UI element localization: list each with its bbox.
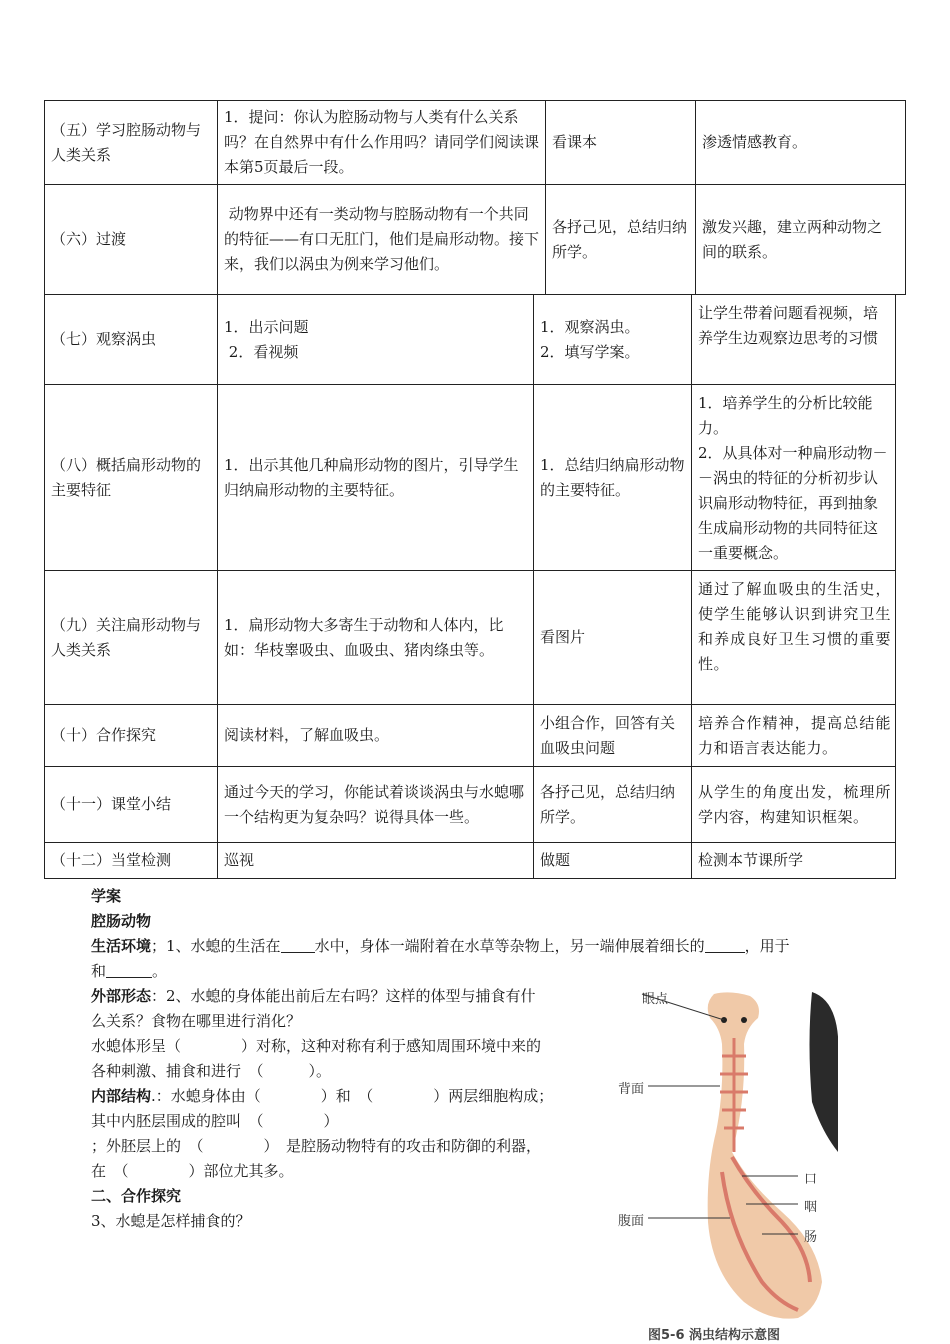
blank[interactable] [106, 961, 152, 978]
design-intent-cell [691, 385, 897, 570]
cell-text: 动物界中还有一类动物与腔肠动物有一个共同的特征——有口无肛门，他们是扁形动物。接下来，我们以涡虫为例来学习他们。 [224, 205, 540, 273]
label-mouth: 口 [804, 1172, 818, 1187]
table-row [44, 185, 906, 295]
inner-line-4: 在 （ ）部位尤其多。 [91, 1162, 294, 1180]
cell-text: 小组合作，回答有关血吸虫问题 [540, 713, 676, 757]
cell-text: （十）合作探究 [51, 726, 157, 744]
cell-text: 让学生带着问题看视频，培养学生边观察边思考的习惯 [698, 304, 879, 347]
cell-text: 1．观察涡虫。 2．填写学案。 [540, 317, 640, 361]
cell-text: （五）学习腔肠动物与人类关系 [51, 120, 202, 164]
blank[interactable] [705, 936, 745, 953]
shape-label: 外部形态 [91, 987, 152, 1005]
blank[interactable] [281, 936, 315, 953]
stage-cell [45, 101, 217, 184]
lesson-table [44, 100, 896, 879]
env-text: ；1、水螅的生活在 [151, 937, 281, 955]
student-activity-cell [533, 385, 691, 570]
label-dorsal: 背面 [618, 1082, 645, 1097]
planarian-illustration [612, 982, 838, 1322]
teacher-activity-cell [217, 571, 533, 704]
label-eye-spot: 眼点 [642, 992, 669, 1007]
design-intent-cell [695, 101, 897, 184]
teacher-activity-cell [217, 185, 545, 294]
env-text: ，用于 [744, 937, 790, 955]
teacher-activity-cell [217, 101, 545, 184]
cell-text: 看图片 [540, 628, 586, 646]
table-row [44, 100, 906, 185]
design-intent-cell [691, 843, 897, 878]
env-label: 生活环境 [91, 937, 152, 955]
teacher-activity-cell [217, 767, 533, 842]
cell-text: 渗透情感教育。 [702, 133, 808, 151]
env-text: 。 [152, 962, 168, 980]
plan-subtitle: 腔肠动物 [91, 912, 152, 930]
cell-text: 检测本节课所学 [698, 851, 804, 869]
table-row [44, 385, 896, 571]
teacher-activity-cell [217, 843, 533, 878]
teacher-activity-cell [217, 705, 533, 766]
cell-text: （八）概括扁形动物的主要特征 [51, 455, 202, 499]
inner-line-3: ；外胚层上的 （ ） 是腔肠动物特有的攻击和防御的利器， [91, 1137, 542, 1155]
eye-spot-right [741, 1017, 747, 1023]
cell-text: （十一）课堂小结 [51, 795, 172, 813]
design-intent-cell [691, 705, 897, 766]
cell-text: 培养合作精神，提高总结能力和语言表达能力。 [698, 713, 891, 757]
plan-title: 学案 [91, 887, 122, 905]
stage-cell [45, 185, 217, 294]
cell-text: 做题 [540, 851, 571, 869]
cell-text: 各抒己见，总结归纳所学。 [540, 782, 676, 826]
cell-text: 通过了解血吸虫的生活史，使学生能够认识到讲究卫生和养成良好卫生习惯的重要性。 [698, 580, 891, 673]
dark-background [810, 992, 839, 1152]
stage-cell [45, 843, 217, 878]
cell-text: 1．提问：你认为腔肠动物与人类有什么关系吗？在自然界中有什么作用吗？请同学们阅读课本第5页最后一段。 [224, 108, 540, 176]
label-ventral: 腹面 [618, 1214, 645, 1229]
planarian-figure [612, 982, 838, 1344]
cell-text: 1．出示问题 2．看视频 [224, 317, 309, 361]
student-activity-cell [533, 571, 691, 704]
student-activity-cell [545, 185, 695, 294]
stage-cell [45, 767, 217, 842]
cell-text: （九）关注扁形动物与人类关系 [51, 615, 202, 659]
cell-text: 1．总结归纳扁形动物的主要特征。 [540, 455, 685, 499]
design-intent-cell [691, 767, 897, 842]
env-text: 和 [91, 962, 107, 980]
teacher-activity-cell [217, 385, 533, 570]
cell-text: （十二）当堂检测 [51, 851, 172, 869]
cell-text: 各抒己见，总结归纳所学。 [552, 217, 688, 261]
stage-cell [45, 385, 217, 570]
design-intent-cell [691, 295, 897, 384]
cell-text: （六）过渡 [51, 230, 127, 248]
cell-text: 1．出示其他几种扁形动物的图片，引导学生归纳扁形动物的主要特征。 [224, 455, 519, 499]
table-row [44, 295, 896, 385]
env-line-1 [91, 934, 790, 959]
inner-text: .：水螅身体由（ ）和 （ ）两层细胞构成； [151, 1087, 554, 1105]
table-row [44, 571, 896, 705]
cell-text: 从学生的角度出发，梳理所学内容，构建知识框架。 [698, 782, 891, 826]
table-row [44, 767, 896, 843]
inner-line-2: 其中内胚层围成的腔叫 （ ） [91, 1112, 339, 1130]
shape-line-4: 各种刺激、捕食和进行 （ ）。 [91, 1062, 332, 1080]
coop-question: 3、水螅是怎样捕食的？ [91, 1212, 251, 1230]
env-text: 水中，身体一端附着在水草等杂物上，另一端伸展着细长的 [314, 937, 705, 955]
shape-line-2: 么关系？食物在哪里进行消化？ [91, 1012, 302, 1030]
shape-text: ：2、水螅的身体能出前后左右吗？这样的体型与捕食有什 [151, 987, 536, 1005]
student-activity-cell [533, 767, 691, 842]
student-activity-cell [545, 101, 695, 184]
cell-text: 通过今天的学习，你能试着谈谈涡虫与水螅哪一个结构更为复杂吗？说得具体一些。 [224, 782, 525, 826]
label-intestine: 肠 [804, 1230, 818, 1245]
table-row [44, 843, 896, 879]
coop-title: 二、合作探究 [91, 1187, 182, 1205]
stage-cell [45, 571, 217, 704]
design-intent-cell [695, 185, 897, 294]
stage-cell [45, 705, 217, 766]
label-pharynx: 咽 [804, 1200, 818, 1215]
cell-text: 看课本 [552, 133, 598, 151]
inner-line-1 [91, 1084, 611, 1109]
env-line-2 [91, 959, 611, 984]
cell-text: 1．扁形动物大多寄生于动物和人体内，比如：华枝睾吸虫、血吸虫、猪肉绦虫等。 [224, 615, 504, 659]
cell-text: 激发兴趣，建立两种动物之间的联系。 [702, 217, 883, 261]
figure-caption: 图5-6 涡虫结构示意图 [648, 1328, 781, 1343]
teacher-activity-cell [217, 295, 533, 384]
cell-text: 巡视 [224, 851, 255, 869]
table-row [44, 705, 896, 767]
shape-line-3: 水螅体形呈（ ）对称，这种对称有利于感知周围环境中来的 [91, 1037, 542, 1055]
shape-line-1 [91, 984, 611, 1009]
student-activity-cell [533, 705, 691, 766]
student-activity-cell [533, 843, 691, 878]
cell-text: 1．培养学生的分析比较能力。 2．从具体对一种扁形动物－－涡虫的特征的分析初步认识扁形动物特征，再到抽象生成扁形动物的共同特征这一重要概念。 [698, 394, 888, 562]
student-activity-cell [533, 295, 691, 384]
stage-cell [45, 295, 217, 384]
inner-label: 内部结构 [91, 1087, 152, 1105]
cell-text: （七）观察涡虫 [51, 330, 157, 348]
design-intent-cell [691, 571, 897, 704]
planarian-body [708, 992, 822, 1318]
cell-text: 阅读材料，了解血吸虫。 [224, 726, 390, 744]
